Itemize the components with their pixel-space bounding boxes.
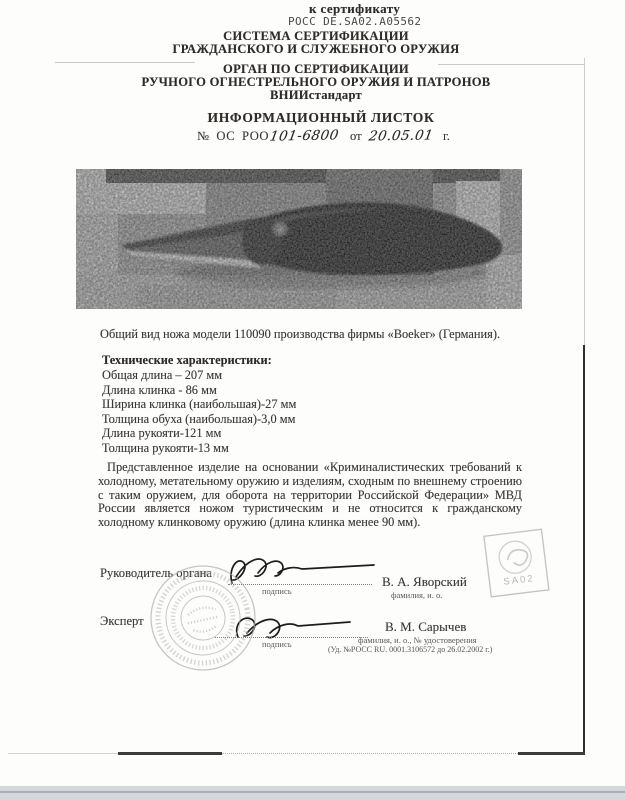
spec-item: Длина клинка - 86 мм (102, 382, 217, 397)
knife-photo-image (76, 169, 522, 309)
photo-grain-light (76, 169, 522, 309)
doc-number-prefix: № ОС РОО (197, 129, 270, 143)
round-stamp-seal (137, 552, 270, 685)
certification-body-heading (0, 63, 625, 103)
signatory-name-head: В. А. Яворский (382, 574, 467, 589)
spec-item: Ширина клинка (наибольшая)-27 мм (102, 397, 297, 412)
page-edge-vertical-faint (584, 58, 585, 345)
doc-number-handwritten: 101-6800 (268, 127, 341, 145)
org-line: РУЧНОГО ОГНЕСТРЕЛЬНОГО ОРУЖИЯ И ПАТРОНОВ (141, 75, 491, 90)
expert-certificate-note: (Уд. №РОСС RU. 0001.3106572 до 26.02.2002 г.) (328, 645, 493, 654)
page-edge-bottom (118, 752, 222, 755)
org-line: ГРАЖДАНСКОГО И СЛУЖЕБНОГО ОРУЖИЯ (172, 42, 460, 57)
certificate-number: РОСС DE.SA02.A05562 (288, 15, 422, 28)
doc-number-from-word: от (349, 129, 362, 143)
specs-list (102, 368, 296, 456)
doc-year-suffix: г. (443, 129, 450, 143)
org-line: СИСТЕМА СЕРТИФИКАЦИИ (223, 29, 409, 43)
square-stamp-seal (482, 527, 552, 600)
signature-line-label: подпись (262, 639, 292, 649)
spec-item: Общая длина – 207 мм (102, 368, 223, 382)
page-edge-vertical (583, 345, 585, 755)
conclusion-paragraph: Представленное изделие на основании «Криминалистических требований к холодному, метательному оружию и изделиям, сходным по внешнему строению с таким оружием, для оборота на территории Российской Федерации» МВД России является ножом туристическим и не относится к гражданскому холодному клинковому оружию (длина клинка менее 90 мм). (98, 460, 522, 530)
spec-item: Толщина рукояти-13 мм (102, 440, 229, 455)
page-edge-bottom (8, 753, 118, 754)
document-number-line (197, 128, 450, 144)
signatory-role-head: Руководитель органа (100, 566, 212, 580)
page-edge-bottom (518, 752, 585, 755)
org-line: ВНИИстандарт (270, 88, 362, 103)
specs-title: Технические характеристики: (102, 353, 272, 367)
org-line: ОРГАН ПО СЕРТИФИКАЦИИ (223, 62, 409, 76)
signature-line-label: подпись (262, 586, 292, 596)
spec-item: Толщина обуха (наибольшая)-3,0 мм (102, 411, 296, 426)
scanner-bed-line (0, 791, 625, 793)
signatory-role-expert: Эксперт (100, 614, 144, 628)
scanner-bed-band (0, 786, 625, 800)
spec-item: Длина рукояти-121 мм (102, 426, 222, 441)
signatory-name-note: фамилия, и. о. (391, 590, 443, 600)
doc-date-handwritten: 20.05.01 (367, 127, 435, 145)
signatory-name-note: фамилия, и. о., № удостоверения (358, 635, 477, 645)
photo-caption: Общий вид ножа модели 110090 производства фирмы «Boeker» (Германия). (100, 327, 501, 341)
certificate-attachment-note: к сертификату (309, 1, 401, 16)
certification-system-heading (0, 30, 625, 56)
square-stamp-label: SA02 (502, 573, 536, 588)
page-edge-bottom (222, 753, 518, 754)
signatory-name-expert: В. М. Сарычев (385, 619, 467, 634)
knife-photo (76, 169, 522, 309)
document-title: ИНФОРМАЦИОННЫЙ ЛИСТОК (207, 110, 435, 125)
